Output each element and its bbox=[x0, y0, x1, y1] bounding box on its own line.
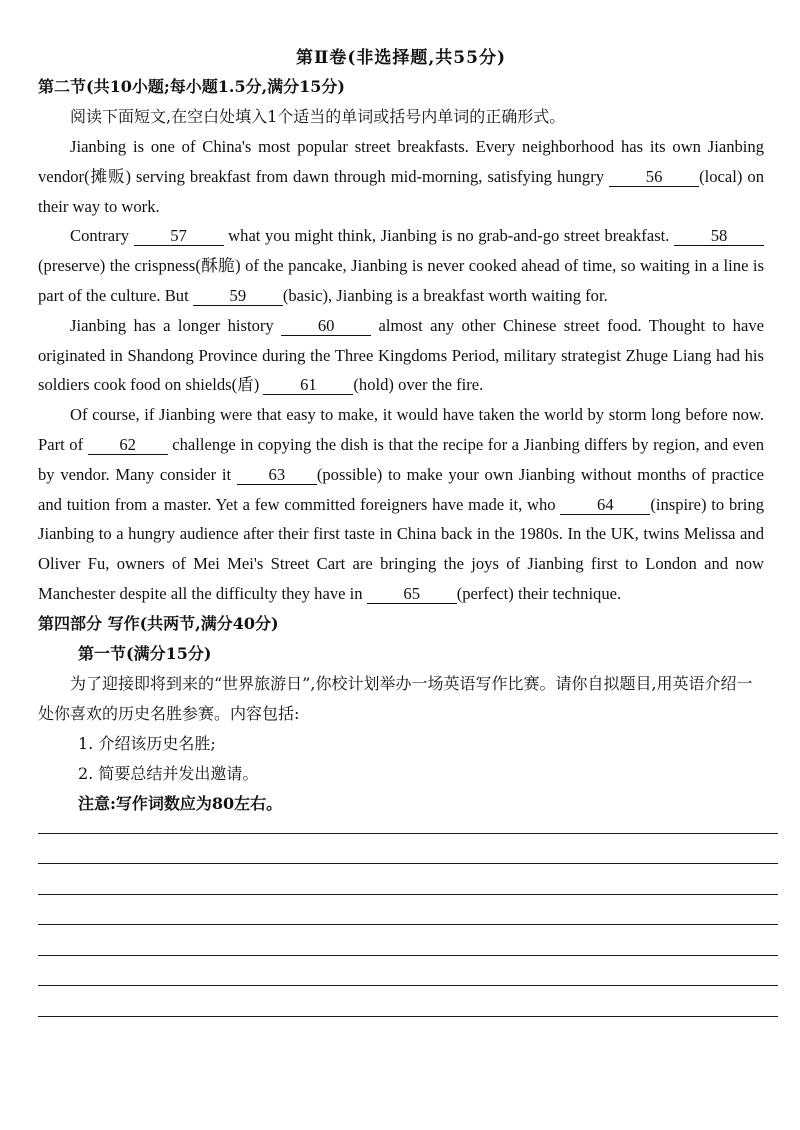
writing-part-title: 第四部分 写作(共两节,满分40分) bbox=[38, 613, 279, 633]
passage-text: (hold) over the fire. bbox=[353, 375, 484, 395]
answer-line[interactable] bbox=[38, 985, 778, 986]
passage-text: Contrary bbox=[70, 226, 134, 246]
passage-text: challenge in copying the dish is that the recipe for a Jianbing differs by region, and even by vendor. Many consider it bbox=[38, 434, 764, 484]
passage-text: Of course, if Jianbing were that easy to make, it would have taken the world by storm long before now. Part of bbox=[38, 405, 764, 454]
blank-61[interactable]: 61 bbox=[263, 376, 353, 395]
passage-paragraph-3 bbox=[38, 311, 764, 400]
passage-text: what you might think, Jianbing is no grab-and-go street breakfast. bbox=[223, 226, 674, 246]
answer-line[interactable] bbox=[38, 955, 778, 956]
blank-63[interactable]: 63 bbox=[237, 466, 317, 485]
blank-56[interactable]: 56 bbox=[609, 168, 699, 187]
passage-text: (inspire) to bring Jianbing to a hungry audience after their first taste in China back in the 1980s. In the UK, twins Melissa and Oliver Fu, owners of Mei Mei's Street Cart are bringing the joys of Jianbing first to London and now Manchester despite all the difficulty they have in bbox=[38, 494, 764, 603]
passage-paragraph-2 bbox=[38, 221, 764, 310]
answer-lines[interactable] bbox=[38, 833, 764, 1017]
writing-section-title: 第一节(满分15分) bbox=[78, 643, 212, 663]
answer-line[interactable] bbox=[38, 894, 778, 895]
paper-title: 第Ⅱ卷(非选择题,共55分) bbox=[296, 48, 506, 68]
blank-58[interactable]: 58 bbox=[674, 227, 764, 246]
passage-text: (preserve) the crispness(酥脆) of the pancake, Jianbing is never cooked ahead of time, so waiting in a line is part of the culture. But bbox=[38, 256, 764, 305]
section-title: 第二节(共10小题;每小题1.5分,满分15分) bbox=[38, 77, 345, 96]
passage-text: (perfect) their technique. bbox=[456, 583, 622, 603]
writing-note: 注意:写作词数应为80左右。 bbox=[78, 793, 283, 813]
passage-text: almost any other Chinese street food. Thought to have originated in Shandong Province during the Three Kingdoms Period, military strategist Zhuge Liang had his soldiers cook food on shields(盾) bbox=[38, 315, 764, 395]
writing-requirement-1: 1. 介绍该历史名胜; bbox=[78, 733, 216, 753]
passage-paragraph-1 bbox=[38, 132, 764, 221]
passage-text: (local) on their way to work. bbox=[38, 166, 764, 216]
passage-text: (basic), Jianbing is a breakfast worth waiting for. bbox=[282, 285, 608, 305]
passage-text: Jianbing has a longer history bbox=[70, 315, 282, 335]
passage-paragraph-4 bbox=[38, 400, 764, 609]
blank-65[interactable]: 65 bbox=[367, 585, 457, 604]
answer-line[interactable] bbox=[38, 924, 778, 925]
answer-line[interactable] bbox=[38, 833, 778, 834]
writing-task: 为了迎接即将到来的“世界旅游日”,你校计划举办一场英语写作比赛。请你自拟题目,用英语介绍一处你喜欢的历史名胜参赛。内容包括: bbox=[38, 673, 753, 723]
writing-requirement-2: 2. 简要总结并发出邀请。 bbox=[78, 763, 259, 783]
passage-text: Jianbing is one of China's most popular street breakfasts. Every neighborhood has its own Jianbing vendor(摊贩) serving breakfast from dawn through mid-morning, satisfying hungry bbox=[38, 137, 764, 186]
section-instruction: 阅读下面短文,在空白处填入1个适当的单词或括号内单词的正确形式。 bbox=[70, 107, 566, 126]
reading-passage bbox=[38, 132, 764, 609]
blank-57[interactable]: 57 bbox=[134, 227, 224, 246]
blank-64[interactable]: 64 bbox=[560, 496, 650, 515]
answer-line[interactable] bbox=[38, 863, 778, 864]
passage-text: (possible) to make your own Jianbing without months of practice and tuition from a master. Yet a few committed foreigners have made it, who bbox=[38, 464, 765, 514]
blank-62[interactable]: 62 bbox=[88, 436, 168, 455]
blank-60[interactable]: 60 bbox=[281, 317, 371, 336]
blank-59[interactable]: 59 bbox=[193, 287, 283, 306]
answer-line[interactable] bbox=[38, 1016, 778, 1017]
